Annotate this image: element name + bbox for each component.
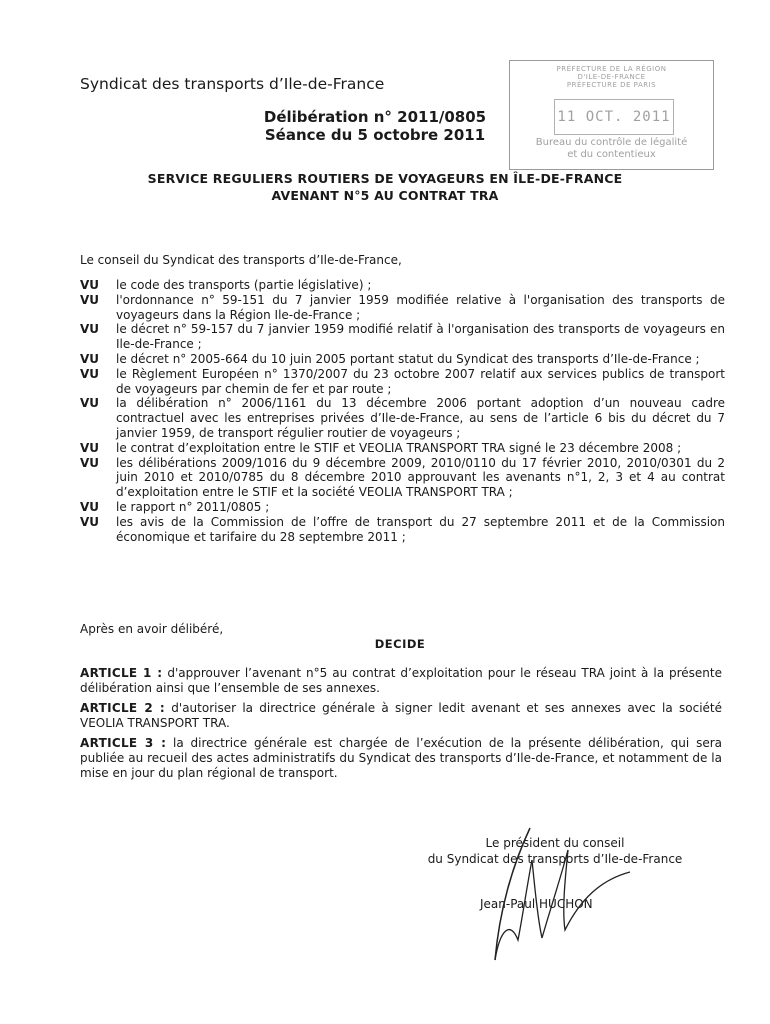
article-label: ARTICLE 1 : [80, 666, 163, 680]
vu-label: VU [80, 514, 100, 529]
vu-label: VU [80, 440, 100, 455]
vu-item [80, 278, 725, 293]
vu-label: VU [80, 366, 100, 381]
article-text: d'autoriser la directrice générale à signer ledit avenant et ses annexes avec la société VEOLIA TRANSPORT TRA. [80, 701, 722, 730]
decide-heading: DECIDE [374, 637, 426, 651]
after-deliberation-text: Après en avoir délibéré, [80, 622, 224, 636]
vu-item [80, 367, 725, 397]
prefecture-stamp [509, 60, 714, 170]
vu-text: le décret n° 59-157 du 7 janvier 1959 modifié relatif à l'organisation des transports de voyageurs en Ile-de-France ; [116, 322, 725, 352]
stamp-header [510, 65, 713, 89]
article-2 [80, 701, 722, 731]
vu-item [80, 396, 725, 440]
session-date: Séance du 5 octobre 2011 [264, 126, 486, 144]
vu-item [80, 500, 725, 515]
vu-item [80, 322, 725, 352]
vu-item [80, 441, 725, 456]
stamp-date: 11 OCT. 2011 [554, 99, 674, 135]
deliberation-number: Délibération n° 2011/0805 [263, 108, 487, 126]
vu-item [80, 293, 725, 323]
stamp-line-1: PRÉFECTURE DE LA RÉGION [556, 65, 667, 73]
vu-text: la délibération n° 2006/1161 du 13 décembre 2006 portant adoption d’un nouveau cadre contractuel avec les entreprises privées d’Ile-de-France, au sens de l’article 6 bis du décret du 7 janvier 1959, de transport régulier routier de voyageurs ; [116, 396, 725, 440]
article-label: ARTICLE 3 : [80, 736, 167, 750]
stamp-line-4: Bureau du contrôle de légalité [535, 137, 688, 148]
stamp-footer [510, 137, 713, 161]
document-title [80, 170, 690, 204]
intro-text: Le conseil du Syndicat des transports d’Ile-de-France, [80, 253, 402, 267]
article-label: ARTICLE 2 : [80, 701, 166, 715]
vu-item [80, 515, 725, 545]
vu-label: VU [80, 455, 100, 470]
signatory-line-2: du Syndicat des transports d’Ile-de-France [427, 852, 683, 866]
vu-text: l'ordonnance n° 59-151 du 7 janvier 1959 modifiée relative à l'organisation des transports de voyageurs dans la Région Ile-de-France ; [116, 292, 725, 322]
article-1 [80, 666, 722, 696]
vu-list [80, 278, 725, 544]
signatory-line-1: Le président du conseil [485, 836, 625, 850]
stamp-line-2: D'ILE-DE-FRANCE [577, 73, 646, 81]
organization-name: Syndicat des transports d’Ile-de-France [80, 75, 385, 93]
vu-text: le rapport n° 2011/0805 ; [116, 499, 270, 514]
vu-label: VU [80, 278, 100, 292]
vu-label: VU [80, 499, 100, 514]
vu-item [80, 352, 725, 367]
vu-text: le décret n° 2005-664 du 10 juin 2005 portant statut du Syndicat des transports d’Ile-de-France ; [116, 351, 700, 366]
vu-text: le code des transports (partie législative) ; [116, 278, 372, 292]
articles [80, 666, 722, 786]
signatory-name: Jean-Paul HUCHON [480, 897, 593, 911]
vu-label: VU [80, 322, 100, 337]
article-text: la directrice générale est chargée de l’exécution de la présente délibération, qui sera publiée au recueil des actes administratifs du Syndicat des transports d’Ile-de-France, et notamment de la mise en jour du plan régional de transport. [80, 736, 723, 780]
vu-text: les délibérations 2009/1016 du 9 décembre 2009, 2010/0110 du 17 février 2010, 2010/0301 du 2 juin 2010 et 2010/0785 du 8 décembre 2010 approuvant les avenants n°1, 2, 3 et 4 au contrat d’exploitation entre le STIF et la société VEOLIA TRANSPORT TRA ; [116, 455, 725, 500]
vu-label: VU [80, 396, 100, 411]
vu-item [80, 456, 725, 500]
vu-text: les avis de la Commission de l’offre de transport du 27 septembre 2011 et de la Commission économique et tarifaire du 28 septembre 2011 ; [116, 514, 725, 544]
handwritten-signature [470, 820, 670, 970]
article-3 [80, 736, 722, 781]
stamp-line-3: PRÉFECTURE DE PARIS [566, 81, 657, 89]
stamp-line-5: et du contentieux [567, 149, 656, 160]
article-text: d'approuver l’avenant n°5 au contrat d’exploitation pour le réseau TRA joint à la présente délibération ainsi que l’ensemble de ses annexes. [80, 666, 722, 695]
vu-text: le Règlement Européen n° 1370/2007 du 23 octobre 2007 relatif aux services publics de transport de voyageurs par chemin de fer et par route ; [116, 366, 725, 396]
vu-text: le contrat d’exploitation entre le STIF et VEOLIA TRANSPORT TRA signé le 23 décembre 2008 ; [116, 440, 682, 455]
vu-label: VU [80, 351, 100, 366]
title-line-2: AVENANT N°5 AU CONTRAT TRA [271, 188, 499, 203]
vu-label: VU [80, 292, 100, 307]
deliberation-heading [250, 108, 500, 144]
title-line-1: SERVICE REGULIERS ROUTIERS DE VOYAGEURS EN ÎLE-DE-FRANCE [147, 171, 623, 186]
